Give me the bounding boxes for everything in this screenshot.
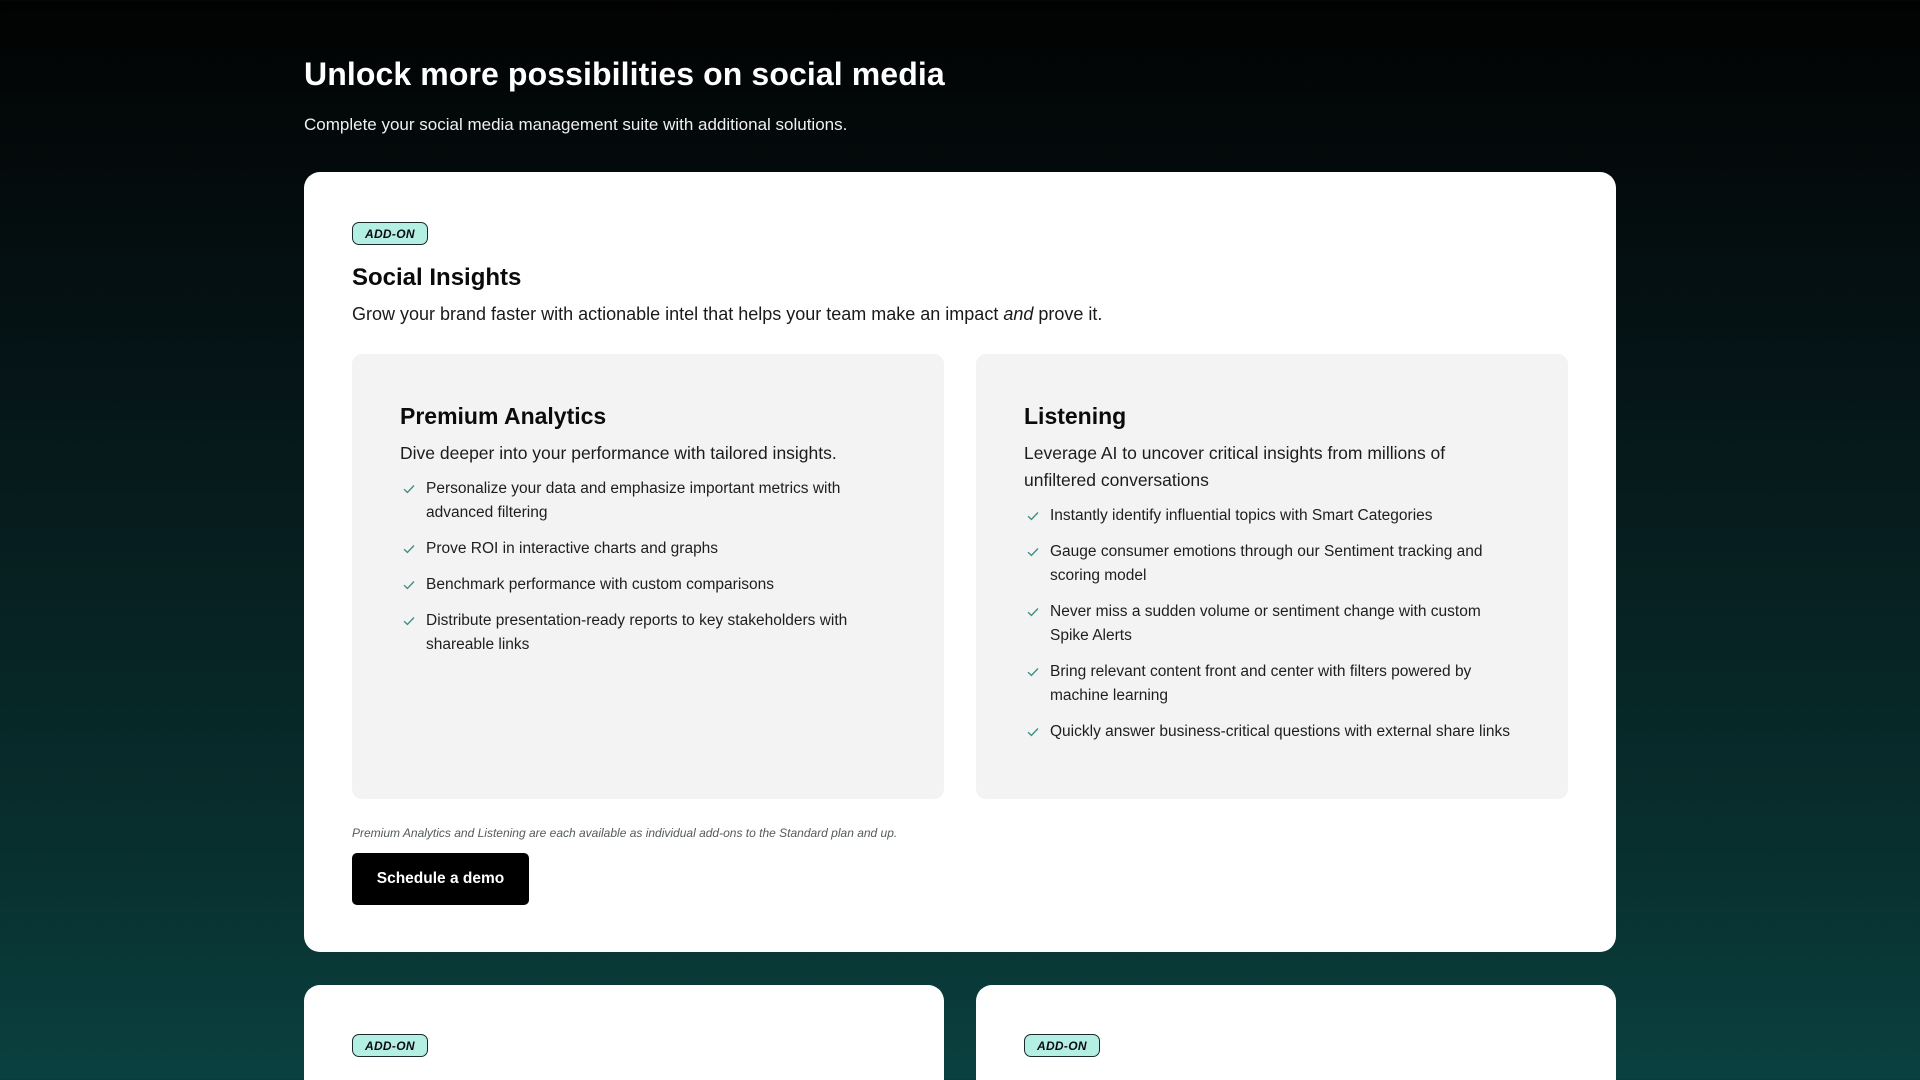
check-icon <box>402 477 416 501</box>
list-item <box>1024 600 1520 648</box>
product-title: Premium Analytics <box>400 403 607 429</box>
section-tagline <box>352 304 1102 325</box>
list-item <box>400 573 896 597</box>
feature-text: Prove ROI in interactive charts and graphs <box>426 540 719 557</box>
feature-text: Personalize your data and emphasize important metrics with advanced filtering <box>426 480 841 521</box>
social-insights-card <box>304 172 1616 952</box>
add-on-badge: ADD-ON <box>1024 1034 1100 1057</box>
availability-footnote: Premium Analytics and Listening are each available as individual add-ons to the Standard plan and up. <box>352 826 898 840</box>
feature-list <box>400 477 896 657</box>
check-icon <box>402 537 416 561</box>
check-icon <box>1026 504 1040 528</box>
listening-card <box>976 354 1568 799</box>
check-icon <box>402 609 416 633</box>
feature-text: Bring relevant content front and center with filters powered by machine learning <box>1050 663 1472 704</box>
add-on-badge: ADD-ON <box>352 222 428 245</box>
feature-text: Instantly identify influential topics with Smart Categories <box>1050 507 1433 524</box>
feature-text: Benchmark performance with custom comparisons <box>426 576 775 593</box>
schedule-demo-button[interactable]: Schedule a demo <box>352 853 529 905</box>
premium-analytics-card <box>352 354 944 799</box>
product-description: Leverage AI to uncover critical insights from millions of unfiltered conversations <box>1024 443 1446 490</box>
feature-text: Distribute presentation-ready reports to key stakeholders with shareable links <box>426 612 848 653</box>
list-item <box>400 609 896 657</box>
tagline-text: Grow your brand faster with actionable intel that helps your team make an impact <box>352 304 1004 324</box>
add-on-card-left <box>304 985 944 1080</box>
list-item <box>1024 504 1520 528</box>
check-icon <box>1026 600 1040 624</box>
check-icon <box>1026 660 1040 684</box>
check-icon <box>1026 720 1040 744</box>
list-item <box>1024 720 1520 744</box>
feature-text: Gauge consumer emotions through our Sentiment tracking and scoring model <box>1050 543 1483 584</box>
list-item <box>400 477 896 525</box>
tagline-emphasis: and <box>1003 304 1034 324</box>
feature-text: Quickly answer business-critical questions with external share links <box>1050 723 1511 740</box>
list-item <box>1024 660 1520 708</box>
page-title: Unlock more possibilities on social media <box>304 56 945 92</box>
add-on-card-right <box>976 985 1616 1080</box>
check-icon <box>1026 540 1040 564</box>
page-subtitle: Complete your social media management suite with additional solutions. <box>304 115 848 134</box>
feature-text: Never miss a sudden volume or sentiment change with custom Spike Alerts <box>1050 603 1481 644</box>
list-item <box>400 537 896 561</box>
section-title: Social Insights <box>352 264 522 291</box>
tagline-text-end: prove it. <box>1033 304 1103 324</box>
list-item <box>1024 540 1520 588</box>
product-title: Listening <box>1024 403 1127 429</box>
feature-list <box>1024 504 1520 744</box>
check-icon <box>402 573 416 597</box>
add-on-badge: ADD-ON <box>352 1034 428 1057</box>
product-description: Dive deeper into your performance with tailored insights. <box>400 443 837 463</box>
